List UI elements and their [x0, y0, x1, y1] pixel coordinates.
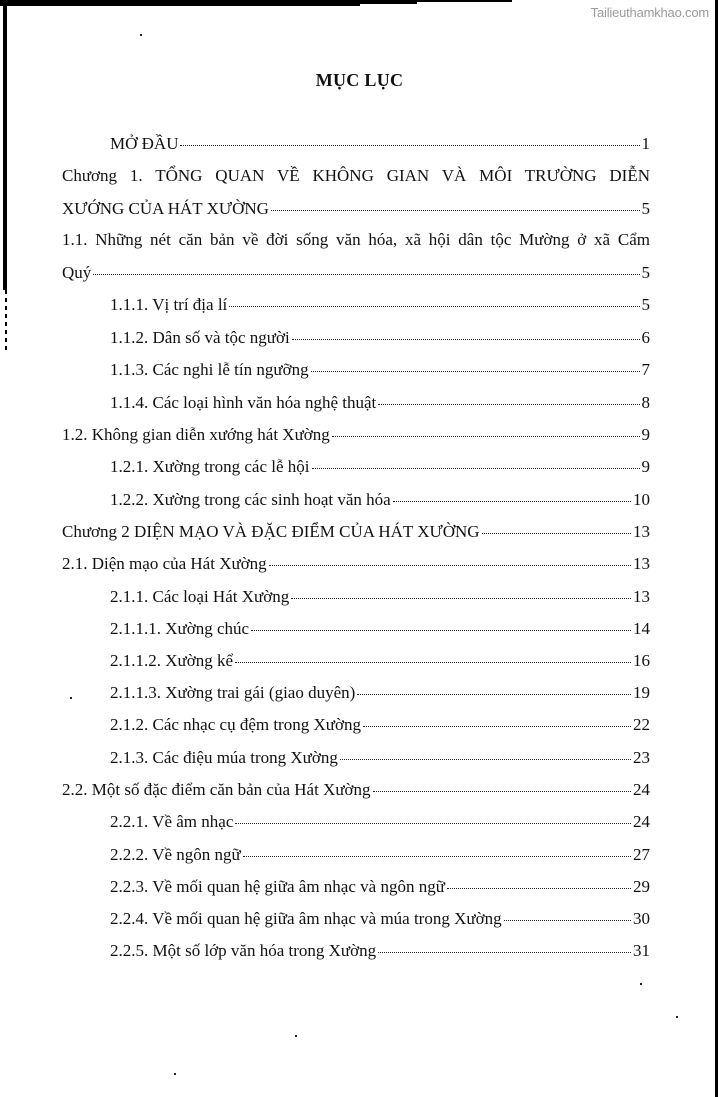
scan-border-top: [0, 0, 360, 6]
dot-leader: [312, 451, 640, 469]
toc-entry[interactable]: [110, 874, 650, 898]
toc-entry-page: 13: [633, 554, 650, 573]
dot-leader: [447, 871, 631, 889]
toc-entry-page: 23: [633, 748, 650, 767]
toc-entry-label: 2.2.5. Một số lớp văn hóa trong Xường: [110, 941, 377, 960]
dot-leader: [504, 903, 631, 921]
toc-entry-page: 8: [641, 393, 650, 412]
toc-entry-page: 29: [633, 877, 650, 896]
toc-entry-page: 16: [633, 651, 650, 670]
toc-entry-label: 2.2.1. Về âm nhạc: [110, 812, 234, 831]
toc-entry[interactable]: [110, 906, 650, 930]
toc-entry-page: 9: [641, 425, 650, 444]
scan-speck: [676, 1016, 678, 1018]
dot-leader: [271, 193, 640, 211]
toc-entry[interactable]: [110, 487, 650, 511]
toc-entry-page: 31: [633, 941, 650, 960]
toc-entry[interactable]: [62, 228, 650, 252]
toc-entry[interactable]: [62, 519, 650, 543]
dot-leader: [235, 645, 631, 663]
toc-entry[interactable]: [62, 260, 650, 284]
toc-entry-label: 2.2.4. Về mối quan hệ giữa âm nhạc và múa trong Xường: [110, 909, 502, 928]
toc-entry-page: 22: [633, 715, 650, 734]
dot-leader: [378, 935, 631, 953]
toc-entry[interactable]: [110, 454, 650, 478]
scan-border-left: [5, 290, 7, 352]
toc-entry[interactable]: [110, 357, 650, 381]
scan-border-top: [360, 0, 417, 4]
dot-leader: [251, 613, 631, 631]
toc-entry-page: 9: [641, 457, 650, 476]
dot-leader: [235, 806, 631, 824]
toc-entry[interactable]: [110, 938, 650, 962]
dot-leader: [357, 677, 631, 695]
toc-entry-label: 1.2. Không gian diễn xướng hát Xường: [62, 425, 330, 444]
toc-entry[interactable]: [110, 616, 650, 640]
toc-entry-label: 2.2.3. Về mối quan hệ giữa âm nhạc và ngôn ngữ: [110, 877, 445, 896]
dot-leader: [378, 387, 639, 405]
toc-entry-label: 2.1.1.3. Xường trai gái (giao duyên): [110, 683, 356, 702]
page-title: MỤC LỤC: [315, 70, 404, 90]
toc-entry-label: 1.1. Những nét căn bản về đời sống văn hóa, xã hội dân tộc Mường ở xã Cẩm: [62, 230, 650, 249]
scan-speck: [174, 1073, 176, 1075]
dot-leader: [311, 354, 640, 372]
dot-leader: [363, 709, 631, 727]
toc-entry-label: Chương 2 DIỆN MẠO VÀ ĐẶC ĐIỂM CỦA HÁT XƯỜNG: [62, 522, 480, 541]
toc-entry-label: 1.2.2. Xường trong các sinh hoạt văn hóa: [110, 490, 391, 509]
dot-leader: [340, 742, 631, 760]
toc-entry[interactable]: [110, 680, 650, 704]
toc-entry-label: 1.1.3. Các nghi lễ tín ngưỡng: [110, 360, 309, 379]
toc-entry-label: 2.1.1.2. Xường kể: [110, 651, 234, 670]
toc-entry-label: 1.1.1. Vị trí địa lí: [110, 295, 228, 314]
toc-entry-page: 27: [633, 845, 650, 864]
toc-entry[interactable]: [62, 551, 650, 575]
toc-entry-page: 24: [633, 780, 650, 799]
toc-entry-page: 5: [641, 295, 650, 314]
toc-entry-label: XƯỚNG CỦA HÁT XƯỜNG: [62, 199, 269, 218]
dot-leader: [393, 484, 631, 502]
dot-leader: [180, 128, 639, 146]
toc-entry-page: 7: [641, 360, 650, 379]
toc-entry-page: 5: [641, 263, 650, 282]
toc-entry-label: Quý: [62, 263, 92, 282]
scan-speck: [140, 34, 142, 36]
toc-entry-label: 2.1.3. Các điệu múa trong Xường: [110, 748, 338, 767]
toc-entry-page: 24: [633, 812, 650, 831]
scan-border-top: [417, 0, 512, 2]
toc-entry[interactable]: [110, 584, 650, 608]
toc-entry-label: 2.1. Diện mạo của Hát Xường: [62, 554, 267, 573]
toc-entry-page: 1: [641, 134, 650, 153]
toc-entry-label: 2.1.2. Các nhạc cụ đệm trong Xường: [110, 715, 361, 734]
toc-entry[interactable]: [110, 292, 650, 316]
dot-leader: [243, 839, 631, 857]
scan-speck: [70, 697, 72, 699]
toc-entry-page: 13: [633, 587, 650, 606]
toc-entry-label: Chương 1. TỔNG QUAN VỀ KHÔNG GIAN VÀ MÔI TRƯỜNG DIỄN: [62, 166, 650, 185]
scan-speck: [295, 1035, 297, 1037]
dot-leader: [292, 322, 640, 340]
dot-leader: [93, 257, 639, 275]
dot-leader: [291, 581, 631, 599]
toc-entry-page: 30: [633, 909, 650, 928]
toc-entry[interactable]: [110, 842, 650, 866]
scan-border-left: [3, 0, 7, 290]
toc-entry[interactable]: [62, 196, 650, 220]
toc-entry[interactable]: [62, 164, 650, 188]
dot-leader: [229, 289, 639, 307]
dot-leader: [269, 548, 631, 566]
toc-entry-label: 1.1.4. Các loại hình văn hóa nghệ thuật: [110, 393, 377, 412]
toc-entry-label: 1.1.2. Dân số và tộc người: [110, 328, 290, 347]
toc-entry[interactable]: [110, 809, 650, 833]
toc-entry-label: 2.2. Một số đặc điểm căn bản của Hát Xường: [62, 780, 371, 799]
scan-speck: [640, 983, 642, 985]
dot-leader: [373, 774, 631, 792]
toc-entry[interactable]: [62, 777, 650, 801]
dot-leader: [332, 419, 640, 437]
toc-entry-label: MỞ ĐẦU: [110, 134, 179, 153]
scan-border-right: [715, 0, 718, 1097]
watermark: Tailieuthamkhao.com: [590, 5, 709, 20]
toc-entry[interactable]: [110, 390, 650, 414]
toc-entry-page: 19: [633, 683, 650, 702]
toc-entry[interactable]: [110, 745, 650, 769]
toc-entry-page: 6: [641, 328, 650, 347]
toc-entry[interactable]: [62, 422, 650, 446]
toc-entry[interactable]: [110, 648, 650, 672]
dot-leader: [482, 516, 631, 534]
toc-entry-page: 10: [633, 490, 650, 509]
toc-entry-label: 1.2.1. Xường trong các lễ hội: [110, 457, 310, 476]
toc-entry-page: 5: [641, 199, 650, 218]
toc-entry-label: 2.1.1.1. Xường chúc: [110, 619, 250, 638]
toc-entry[interactable]: [110, 131, 650, 155]
toc-entry-page: 14: [633, 619, 650, 638]
toc-entry[interactable]: [110, 712, 650, 736]
toc-entry-label: 2.1.1. Các loại Hát Xường: [110, 587, 290, 606]
toc-entry-label: 2.2.2. Về ngôn ngữ: [110, 845, 241, 864]
toc-entry-page: 13: [633, 522, 650, 541]
toc-entry[interactable]: [110, 325, 650, 349]
